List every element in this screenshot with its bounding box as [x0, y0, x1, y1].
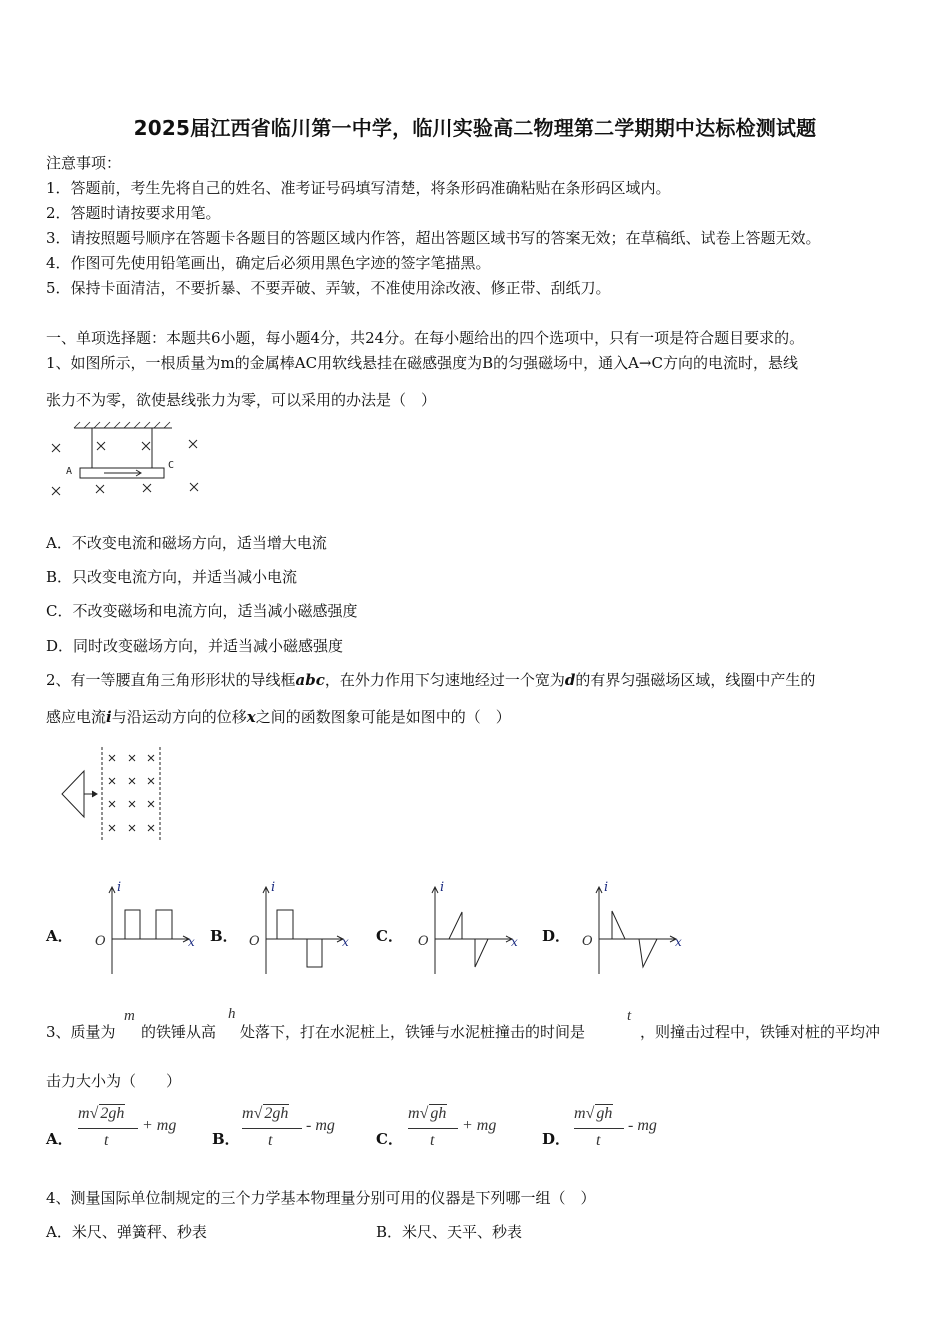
q2-graph-d[interactable]: [577, 878, 687, 978]
origin-label: O: [582, 934, 593, 949]
q1-option-c[interactable]: C．不改变磁场和电流方向，适当减小磁感强度: [46, 602, 358, 620]
q1-stem-cont: 张力不为零，欲使悬线张力为零，可以采用的办法是（ ）: [46, 391, 437, 409]
notice-item: 1．答题前，考生先将自己的姓名、准考证号码填写清楚，将条形码准确粘贴在条形码区域内。: [46, 179, 671, 197]
section-heading: 一、单项选择题：本题共6小题，每小题4分，共24分。在每小题给出的四个选项中，只有一项是符合题目要求的。: [46, 329, 805, 347]
axis-y-label: i: [440, 880, 445, 895]
q2-stem-cont: 感应电流i与沿运动方向的位移x之间的函数图象可能是如图中的（ ）: [46, 708, 511, 726]
q1-option-a[interactable]: A．不改变电流和磁场方向，适当增大电流: [46, 534, 327, 552]
notice-item: 2．答题时请按要求用笔。: [46, 204, 221, 222]
notice-item: 4．作图可先使用铅笔画出，确定后必须用黑色字迹的签字笔描黑。: [46, 254, 491, 272]
axis-x-label: x: [511, 935, 518, 949]
q2-stem: 2、有一等腰直角三角形形状的导线框abc，在外力作用下匀速地经过一个宽为d的有界匀强磁场区域，线圈中产生的: [46, 671, 816, 689]
q2-graph-c[interactable]: [413, 878, 523, 978]
q2-graph-b[interactable]: [244, 878, 354, 978]
axis-x-label: x: [675, 935, 682, 949]
q2-graph-a[interactable]: [90, 878, 200, 978]
q4-stem: 4、测量国际单位制规定的三个力学基本物理量分别可用的仪器是下列哪一组（ ）: [46, 1189, 596, 1207]
q3-symbol-m: m: [124, 1008, 135, 1024]
q3-option-a-label[interactable]: A．: [46, 1130, 73, 1148]
axis-y-label: i: [271, 880, 276, 895]
axis-x-label: x: [342, 935, 349, 949]
fig-label-a: A: [66, 466, 73, 477]
origin-label: O: [418, 934, 429, 949]
page-title: 2025届江西省临川第一中学，临川实验高二物理第二学期期中达标检测试题: [133, 116, 817, 140]
q1-option-b[interactable]: B．只改变电流方向，并适当减小电流: [46, 568, 298, 586]
q2-option-d-label[interactable]: D．: [542, 927, 571, 945]
q3-stem-cont: 击力大小为（ ）: [46, 1072, 182, 1090]
q3-stem-part1: 3、质量为: [46, 1023, 116, 1041]
q2-option-c-label[interactable]: C．: [376, 927, 403, 945]
q1-figure-rod-magnetic-field: [44, 420, 214, 504]
q3-stem-part3: 处落下，打在水泥桩上，铁锤与水泥桩撞击的时间是: [240, 1023, 586, 1041]
q1-stem: 1、如图所示，一根质量为m的金属棒AC用软线悬挂在磁感强度为B的匀强磁场中，通入A→C方向的电流时，悬线: [46, 354, 798, 372]
q3-stem-part2: 的铁锤从高: [141, 1023, 217, 1041]
origin-label: O: [249, 934, 260, 949]
q3-option-b-label[interactable]: B．: [212, 1130, 240, 1148]
q3-symbol-t: t: [627, 1008, 632, 1024]
q2-option-b-label[interactable]: B．: [210, 927, 238, 945]
q3-stem-part4: ，则撞击过程中，铁锤对桩的平均冲: [640, 1023, 881, 1041]
q2-option-a-label[interactable]: A．: [46, 927, 73, 945]
notice-item: 5．保持卡面清洁，不要折暴、不要弄破、弄皱，不准使用涂改液、修正带、刮纸刀。: [46, 279, 611, 297]
origin-label: O: [95, 934, 106, 949]
axis-y-label: i: [117, 880, 122, 895]
q2-figure-triangle-field: [58, 745, 168, 843]
q1-option-d[interactable]: D．同时改变磁场方向，并适当减小磁感强度: [46, 637, 344, 655]
q4-option-b[interactable]: B．米尺、天平、秒表: [376, 1223, 523, 1241]
q3-option-c-label[interactable]: C．: [376, 1130, 403, 1148]
notice-heading: 注意事项：: [46, 154, 122, 172]
axis-y-label: i: [604, 880, 609, 895]
notice-item: 3．请按照题号顺序在答题卡各题目的答题区域内作答，超出答题区域书写的答案无效；在草稿纸、试卷上答题无效。: [46, 229, 821, 247]
axis-x-label: x: [188, 935, 195, 949]
q3-symbol-h: h: [228, 1006, 236, 1022]
fig-label-c: C: [168, 460, 175, 471]
q4-option-a[interactable]: A．米尺、弹簧秤、秒表: [46, 1223, 207, 1241]
q3-option-d-label[interactable]: D．: [542, 1130, 571, 1148]
